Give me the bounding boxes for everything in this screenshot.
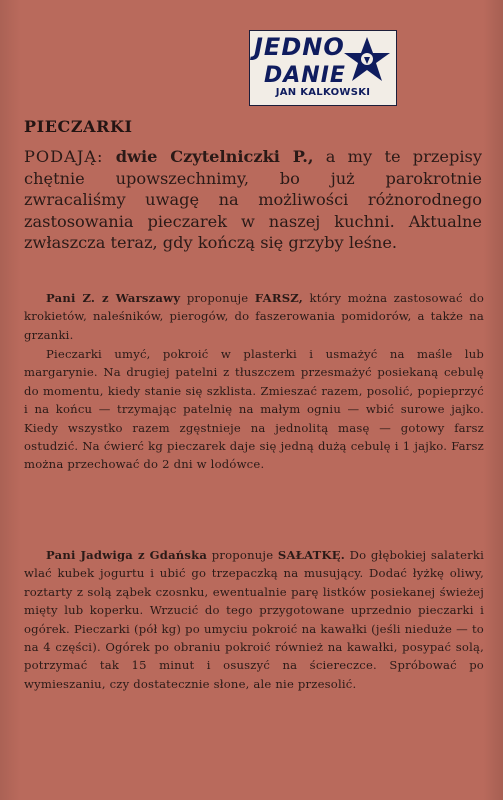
p4-rest: Do głębokiej salaterki wlać kubek jogurtu i ubić go trzepaczką na musujący. Dodać łyżkę oliwy, roztarty z solą ząbek czosnku, ewentualnie parę listków posiekanej świeżej mięty lub koperku. Wrzucić do tego przygotowane uprzednio pieczarki i ogórek. Pieczarki (pół kg) po umyciu pokroić na kawałki (jeśli nieduże — to na 4 części). Ogórek po obraniu pokroić również na kawałki, posypać solą, potrzymać tak 15 minut i osuszyć na ściereczce. Spróbować po wymieszaniu, czy dostatecznie słone, ale nie przesolić. [24, 548, 485, 691]
p4-bold-term: SAŁATKĘ. [277, 548, 346, 562]
paragraph-salatka [24, 546, 484, 693]
p4-mid: proponuje [211, 548, 274, 562]
paragraph-farsz-intro [24, 289, 484, 344]
p2-bold-term: FARSZ, [254, 291, 303, 305]
lead-first-word: PODAJĄ: [24, 147, 104, 166]
p3-text: Pieczarki umyć, pokroić w plasterki i usmażyć na maśle lub margarynie. Na drugiej patelni z tłuszczem przesmażyć posiekaną cebulę do momentu, kiedy stanie się szklista. Zmieszać razem, posolić, popieprzyć i na końcu — trzymając patelnię na małym ogniu — wbić surowe jajko. Kiedy wszystko razem zgęstnieje na jednolitą masę — gotowy farsz ostudzić. Na ćwierć kg pieczarek daje się jedną dużą cebulę i 1 jajko. Farsz można przechować do 2 dni w lodówce. [24, 347, 484, 472]
p2-mid: proponuje [186, 291, 249, 305]
lead-bold: dwie Czytelniczki P., [115, 147, 314, 166]
logo-line-danie: DANIE [264, 63, 346, 88]
p2-rest: który można zastosować do krokietów, naleśników, pierogów, do faszerowania pomidorów, a także na grzanki. [24, 291, 485, 342]
article-lead [24, 146, 482, 254]
logo-author: JAN KALKOWSKI [275, 87, 371, 98]
p4-bold-lead: Pani Jadwiga z Gdańska [46, 548, 208, 562]
p2-bold-lead: Pani Z. z Warszawy [46, 291, 181, 305]
article-title: PIECZARKI [24, 117, 133, 136]
logo-line-jedno: JEDNO [254, 33, 345, 61]
column-logo [249, 30, 397, 106]
star-emblem-icon [342, 35, 392, 85]
lead-rest: a my te przepisy chętnie upowszechnimy, bo już parokrotnie zwracaliśmy uwagę na możliwości różnorodnego zastosowania pieczarek w naszej kuchni. Aktualne zwłaszcza teraz, gdy kończą się grzyby leśne. [24, 147, 483, 253]
paragraph-farsz-recipe [24, 345, 484, 474]
